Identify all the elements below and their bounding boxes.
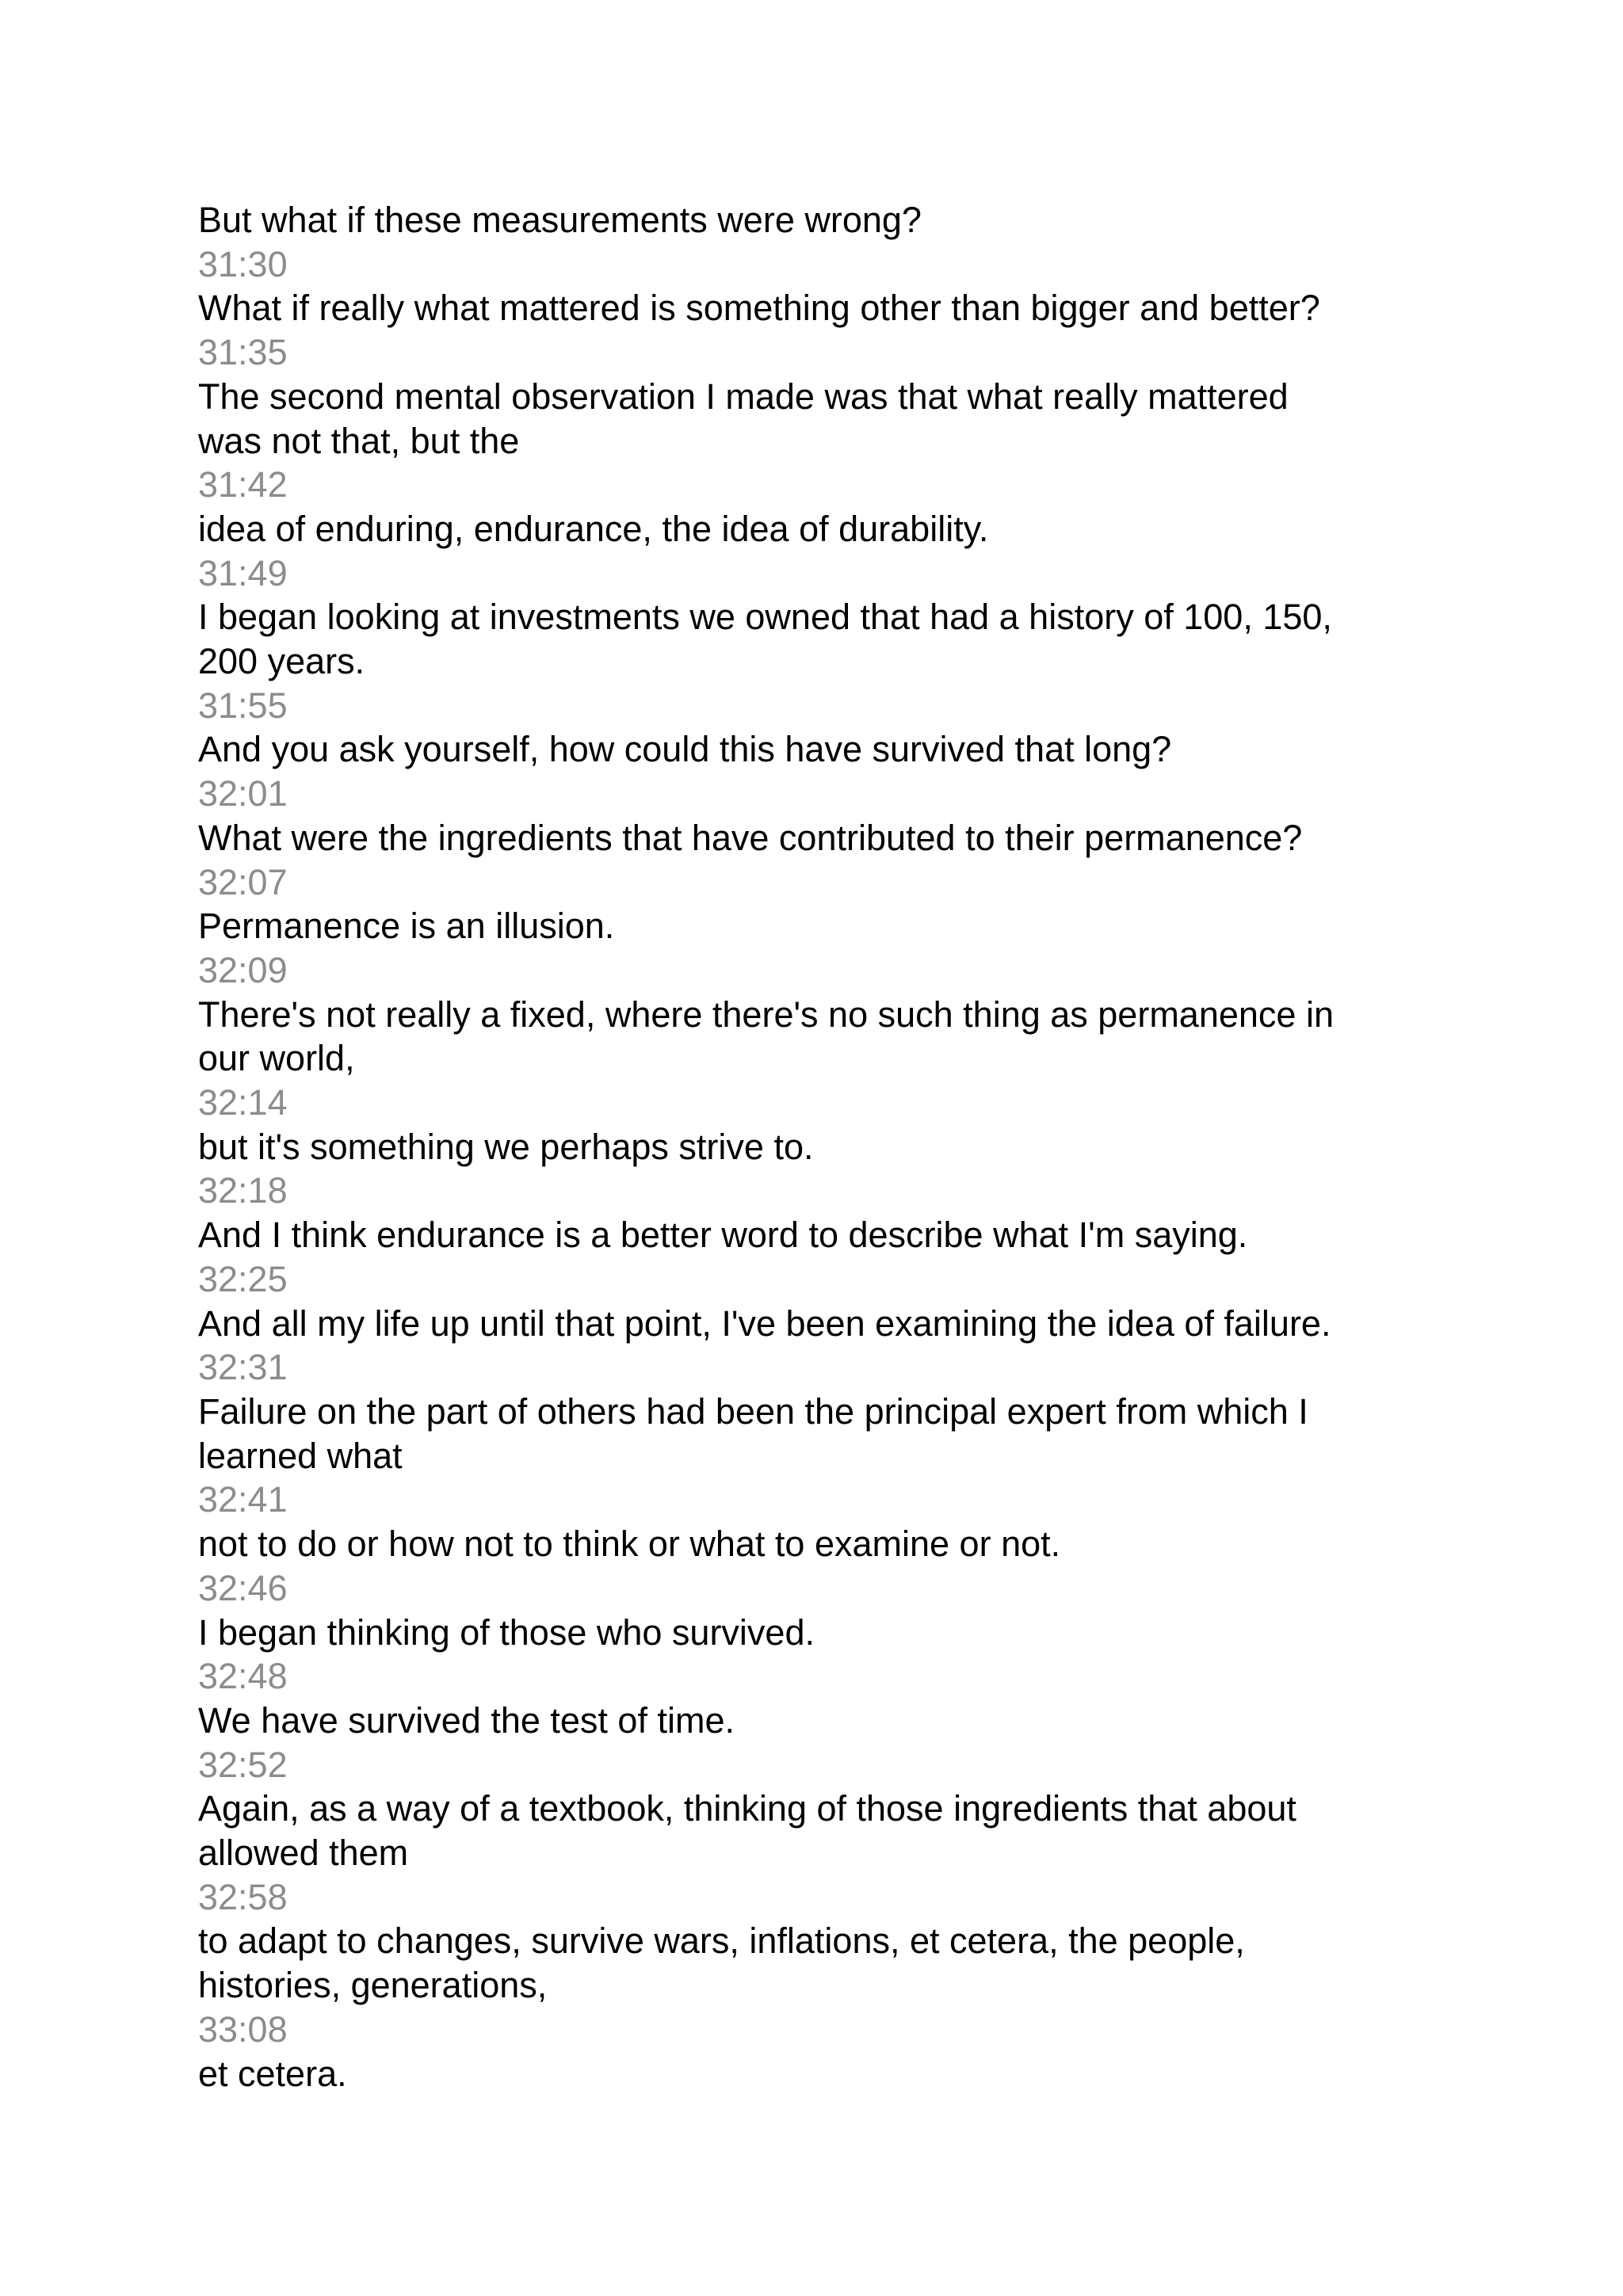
transcript-text-line: Again, as a way of a textbook, thinking of those ingredients that about [198, 1788, 1296, 1829]
transcript-text-line: We have survived the test of time. [198, 1699, 735, 1741]
timestamp: 32:46 [198, 1567, 288, 1608]
timestamp: 31:35 [198, 332, 288, 373]
transcript-text-line: There's not really a fixed, where there's no such thing as permanence in [198, 994, 1334, 1035]
timestamp: 32:07 [198, 861, 288, 902]
timestamp: 32:18 [198, 1170, 288, 1211]
timestamp: 32:14 [198, 1082, 288, 1123]
transcript-text-line: But what if these measurements were wrong? [198, 200, 922, 240]
transcript-text-line: 200 years. [198, 641, 365, 682]
timestamp: 32:41 [198, 1479, 288, 1520]
timestamp: 32:25 [198, 1258, 288, 1299]
transcript-text-line: histories, generations, [198, 1965, 548, 2006]
transcript-text-line: our world, [198, 1038, 355, 1079]
transcript-text-line: And I think endurance is a better word to describe what I'm saying. [198, 1215, 1248, 1256]
timestamp: 32:31 [198, 1347, 288, 1388]
timestamp: 31:49 [198, 552, 288, 593]
transcript-text-line: The second mental observation I made was that what really mattered [198, 376, 1289, 417]
timestamp: 32:01 [198, 773, 288, 814]
transcript-text-line: but it's something we perhaps strive to. [198, 1126, 814, 1167]
transcript-text-line: Permanence is an illusion. [198, 906, 615, 947]
transcript-text-line: not to do or how not to think or what to examine or not. [198, 1524, 1061, 1565]
timestamp: 32:52 [198, 1744, 288, 1785]
transcript-body [198, 198, 1434, 2096]
transcript-text-line: And all my life up until that point, I've been examining the idea of failure. [198, 1302, 1331, 1344]
transcript-text-line: was not that, but the [198, 420, 520, 461]
transcript-text-line: Failure on the part of others had been the principal expert from which I [198, 1390, 1308, 1432]
timestamp: 31:30 [198, 243, 288, 284]
transcript-text-line: learned what [198, 1435, 403, 1476]
timestamp: 31:55 [198, 685, 288, 726]
transcript-text-line: idea of enduring, endurance, the idea of durability. [198, 508, 989, 549]
timestamp: 33:08 [198, 2008, 288, 2050]
transcript-text-line: et cetera. [198, 2053, 347, 2094]
timestamp: 32:58 [198, 1876, 288, 1917]
transcript-text-line: allowed them [198, 1833, 409, 1874]
transcript-text-line: I began looking at investments we owned that had a history of 100, 150, [198, 597, 1332, 638]
transcript-text-line: What were the ingredients that have contributed to their permanence? [198, 817, 1303, 858]
transcript-text-line: And you ask yourself, how could this have survived that long? [198, 729, 1172, 770]
transcript-text-line: What if really what mattered is something other than bigger and better? [198, 288, 1320, 329]
transcript-text-line: to adapt to changes, survive wars, inflations, et cetera, the people, [198, 1920, 1245, 1962]
transcript-text-line: I began thinking of those who survived. [198, 1611, 815, 1653]
timestamp: 31:42 [198, 464, 288, 505]
timestamp: 32:48 [198, 1656, 288, 1697]
timestamp: 32:09 [198, 949, 288, 990]
